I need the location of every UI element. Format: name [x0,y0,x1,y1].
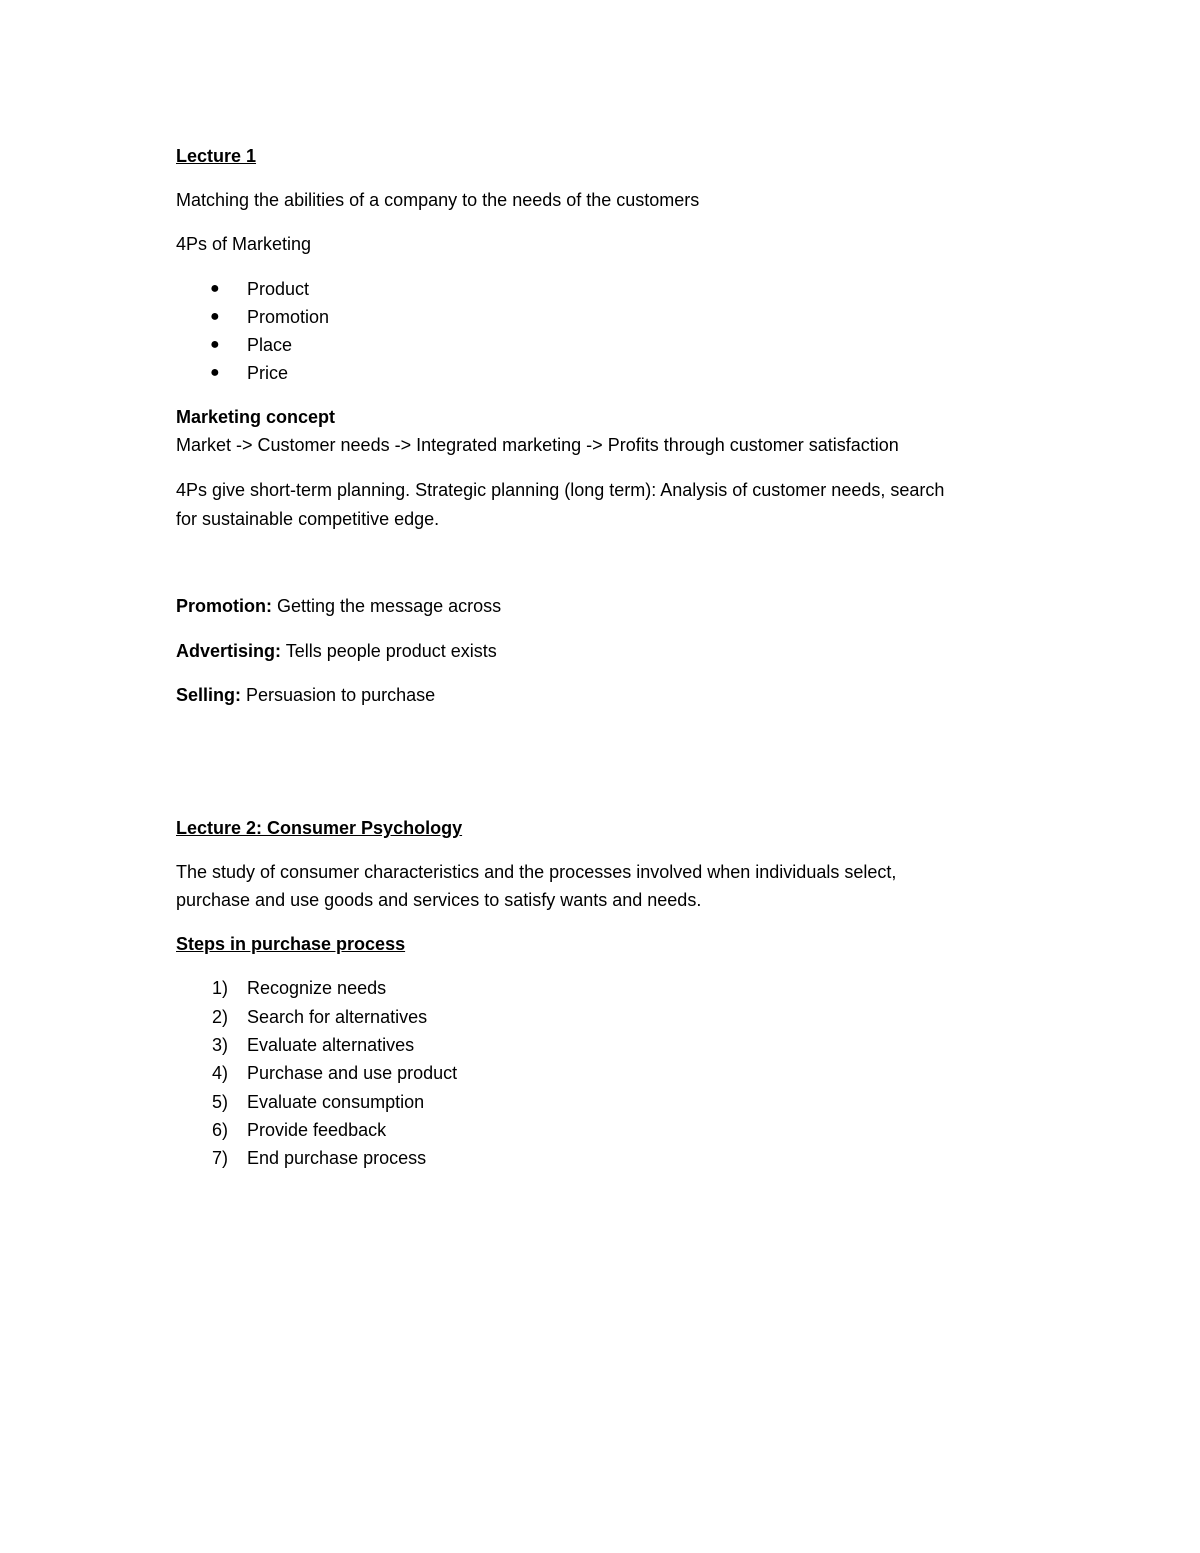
definition-term: Selling: [176,685,242,705]
document-page: Lecture 1 Matching the abilities of a company to the needs of the customers 4Ps of Marketing ● Product ● Promotion ● Place ● Price Marketing concept Market -> Customer needs -> Integrated marketing -> Profits through customer satisfaction 4Ps give short-term planning. Strategic planning (long term): Analysis of customer needs, search for sustainable competitive edge. Promotion: Getting the message across Advertising: Tells people product exists Selling: Persuasion to purchase Lecture 2: Consumer Psychology The study of consumer characteristics and the processes involved when individuals select, purchase and use goods and services to satisfy wants and needs. Steps in purchase process 1) Recognize needs 2) Search for alternatives 3) Evaluate alternatives 4) Purchase and use product 5) Evaluate consumption 6) Provide feedback 7) End purchase process [176,146,945,1168]
bullet-icon: ● [210,336,220,353]
lecture1-heading: Lecture 1 [176,146,257,166]
steps-heading: Steps in purchase process [176,934,406,954]
fourps-title: 4Ps of Marketing [176,234,312,254]
lecture2-def-line-1: The study of consumer characteristics and the processes involved when individuals select, [176,862,897,882]
lecture2-def-line-2: purchase and use goods and services to satisfy wants and needs. [176,890,702,910]
definition-text: Tells people product exists [281,641,497,661]
definition-selling [176,684,435,706]
concept-flow: Market -> Customer needs -> Integrated marketing -> Profits through customer satisfaction [176,435,899,455]
bullet-icon: ● [210,308,220,325]
planning-line-2: for sustainable competitive edge. [176,509,440,529]
bullet-icon: ● [210,364,220,381]
definition-promotion [176,595,501,617]
bullet-icon: ● [210,280,220,297]
definition-text: Getting the message across [272,596,502,616]
planning-line-1: 4Ps give short-term planning. Strategic planning (long term): Analysis of customer needs, search [176,480,945,500]
concept-heading: Marketing concept [176,407,336,427]
lecture2-heading: Lecture 2: Consumer Psychology [176,818,463,838]
definition-term: Promotion: [176,596,272,616]
definition-text: Persuasion to purchase [241,685,436,705]
lecture1-intro: Matching the abilities of a company to the needs of the customers [176,190,700,210]
definition-term: Advertising: [176,641,282,661]
definition-advertising [176,640,497,662]
